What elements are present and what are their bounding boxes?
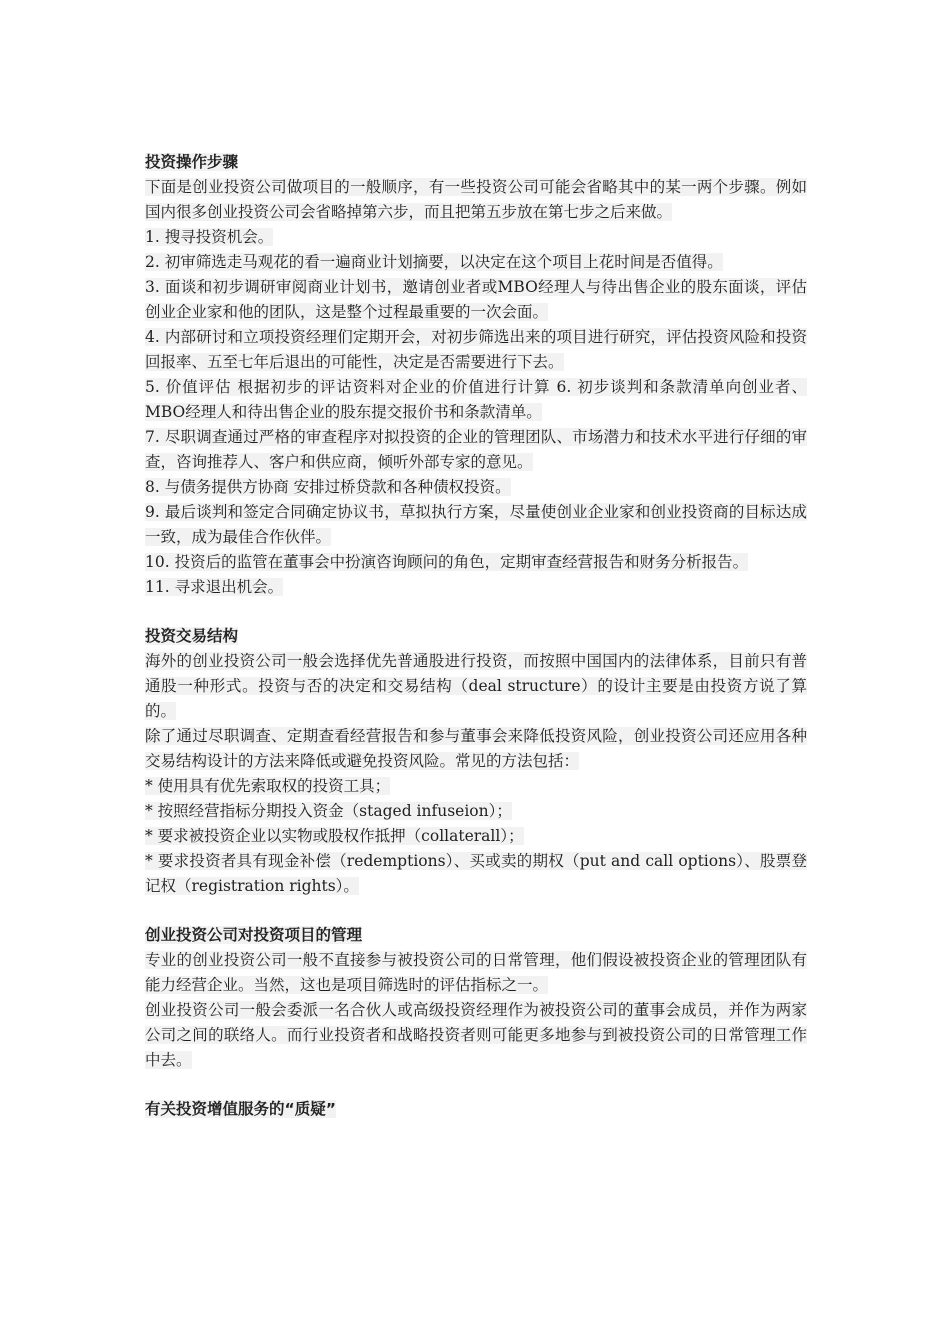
section-project-management bbox=[145, 923, 807, 1073]
step-item: 4. 内部研讨和立项投资经理们定期开会，对初步筛选出来的项目进行研究，评估投资风险和投资回报率、五至七年后退出的可能性，决定是否需要进行下去。 bbox=[145, 328, 807, 371]
bullet-item: * 使用具有优先索取权的投资工具； bbox=[145, 777, 391, 795]
paragraph: 除了通过尽职调查、定期查看经营报告和参与董事会来降低投资风险，创业投资公司还应用各种交易结构设计的方法来降低或避免投资风险。常见的方法包括： bbox=[145, 727, 807, 770]
paragraph: 海外的创业投资公司一般会选择优先普通股进行投资，而按照中国国内的法律体系，目前只有普通股一种形式。投资与否的决定和交易结构（deal structure）的设计主要是由投资方说了算的。 bbox=[145, 652, 807, 720]
step-item: 11. 寻求退出机会。 bbox=[145, 578, 284, 596]
bullet-item: * 要求投资者具有现金补偿（redemptions）、买或卖的期权（put and call options）、股票登记权（registration rights）。 bbox=[145, 852, 807, 895]
document-body bbox=[145, 150, 807, 1122]
paragraph: 下面是创业投资公司做项目的一般顺序，有一些投资公司可能会省略其中的某一两个步骤。例如国内很多创业投资公司会省略掉第六步，而且把第五步放在第七步之后来做。 bbox=[145, 178, 807, 221]
paragraph: 专业的创业投资公司一般不直接参与被投资公司的日常管理，他们假设被投资企业的管理团队有能力经营企业。当然，这也是项目筛选时的评估指标之一。 bbox=[145, 951, 807, 994]
bullet-item: * 要求被投资企业以实物或股权作抵押（collaterall）； bbox=[145, 827, 524, 845]
section-value-added-services bbox=[145, 1097, 807, 1122]
section-heading: 创业投资公司对投资项目的管理 bbox=[145, 926, 363, 944]
step-item: 5. 价值评估 根据初步的评诂资料对企业的价值进行计算 6. 初步谈判和条款清单向创业者、MBO经理人和待出售企业的股东提交报价书和条款清单。 bbox=[145, 378, 807, 421]
bullet-item: * 按照经营指标分期投入资金（staged infuseion）； bbox=[145, 802, 512, 820]
paragraph: 创业投资公司一般会委派一名合伙人或高级投资经理作为被投资公司的董事会成员，并作为两家公司之间的联络人。而行业投资者和战略投资者则可能更多地参与到被投资公司的日常管理工作中去。 bbox=[145, 1001, 807, 1069]
step-item: 9. 最后谈判和签定合同确定协议书，草拟执行方案，尽量使创业企业家和创业投资商的目标达成一致，成为最佳合作伙伴。 bbox=[145, 503, 807, 546]
section-heading: 投资操作步骤 bbox=[145, 153, 239, 171]
step-item: 8. 与债务提供方协商 安排过桥贷款和各种债权投资。 bbox=[145, 478, 511, 496]
section-heading: 有关投资增值服务的“质疑” bbox=[145, 1100, 336, 1118]
step-item: 2. 初审筛选走马观花的看一遍商业计划摘要，以决定在这个项目上花时间是否值得。 bbox=[145, 253, 723, 271]
step-item: 3. 面谈和初步调研审阅商业计划书，邀请创业者或MBO经理人与待出售企业的股东面谈，评估创业企业家和他的团队，这是整个过程最重要的一次会面。 bbox=[145, 278, 807, 321]
step-item: 10. 投资后的监管在董事会中扮演咨询顾问的角色，定期审查经营报告和财务分析报告。 bbox=[145, 553, 749, 571]
section-heading: 投资交易结构 bbox=[145, 627, 239, 645]
step-item: 1. 搜寻投资机会。 bbox=[145, 228, 274, 246]
section-investment-steps bbox=[145, 150, 807, 600]
section-deal-structure bbox=[145, 624, 807, 899]
step-item: 7. 尽职调查通过严格的审查程序对拟投资的企业的管理团队、市场潜力和技术水平进行仔细的审查，咨询推荐人、客户和供应商，倾听外部专家的意见。 bbox=[145, 428, 807, 471]
